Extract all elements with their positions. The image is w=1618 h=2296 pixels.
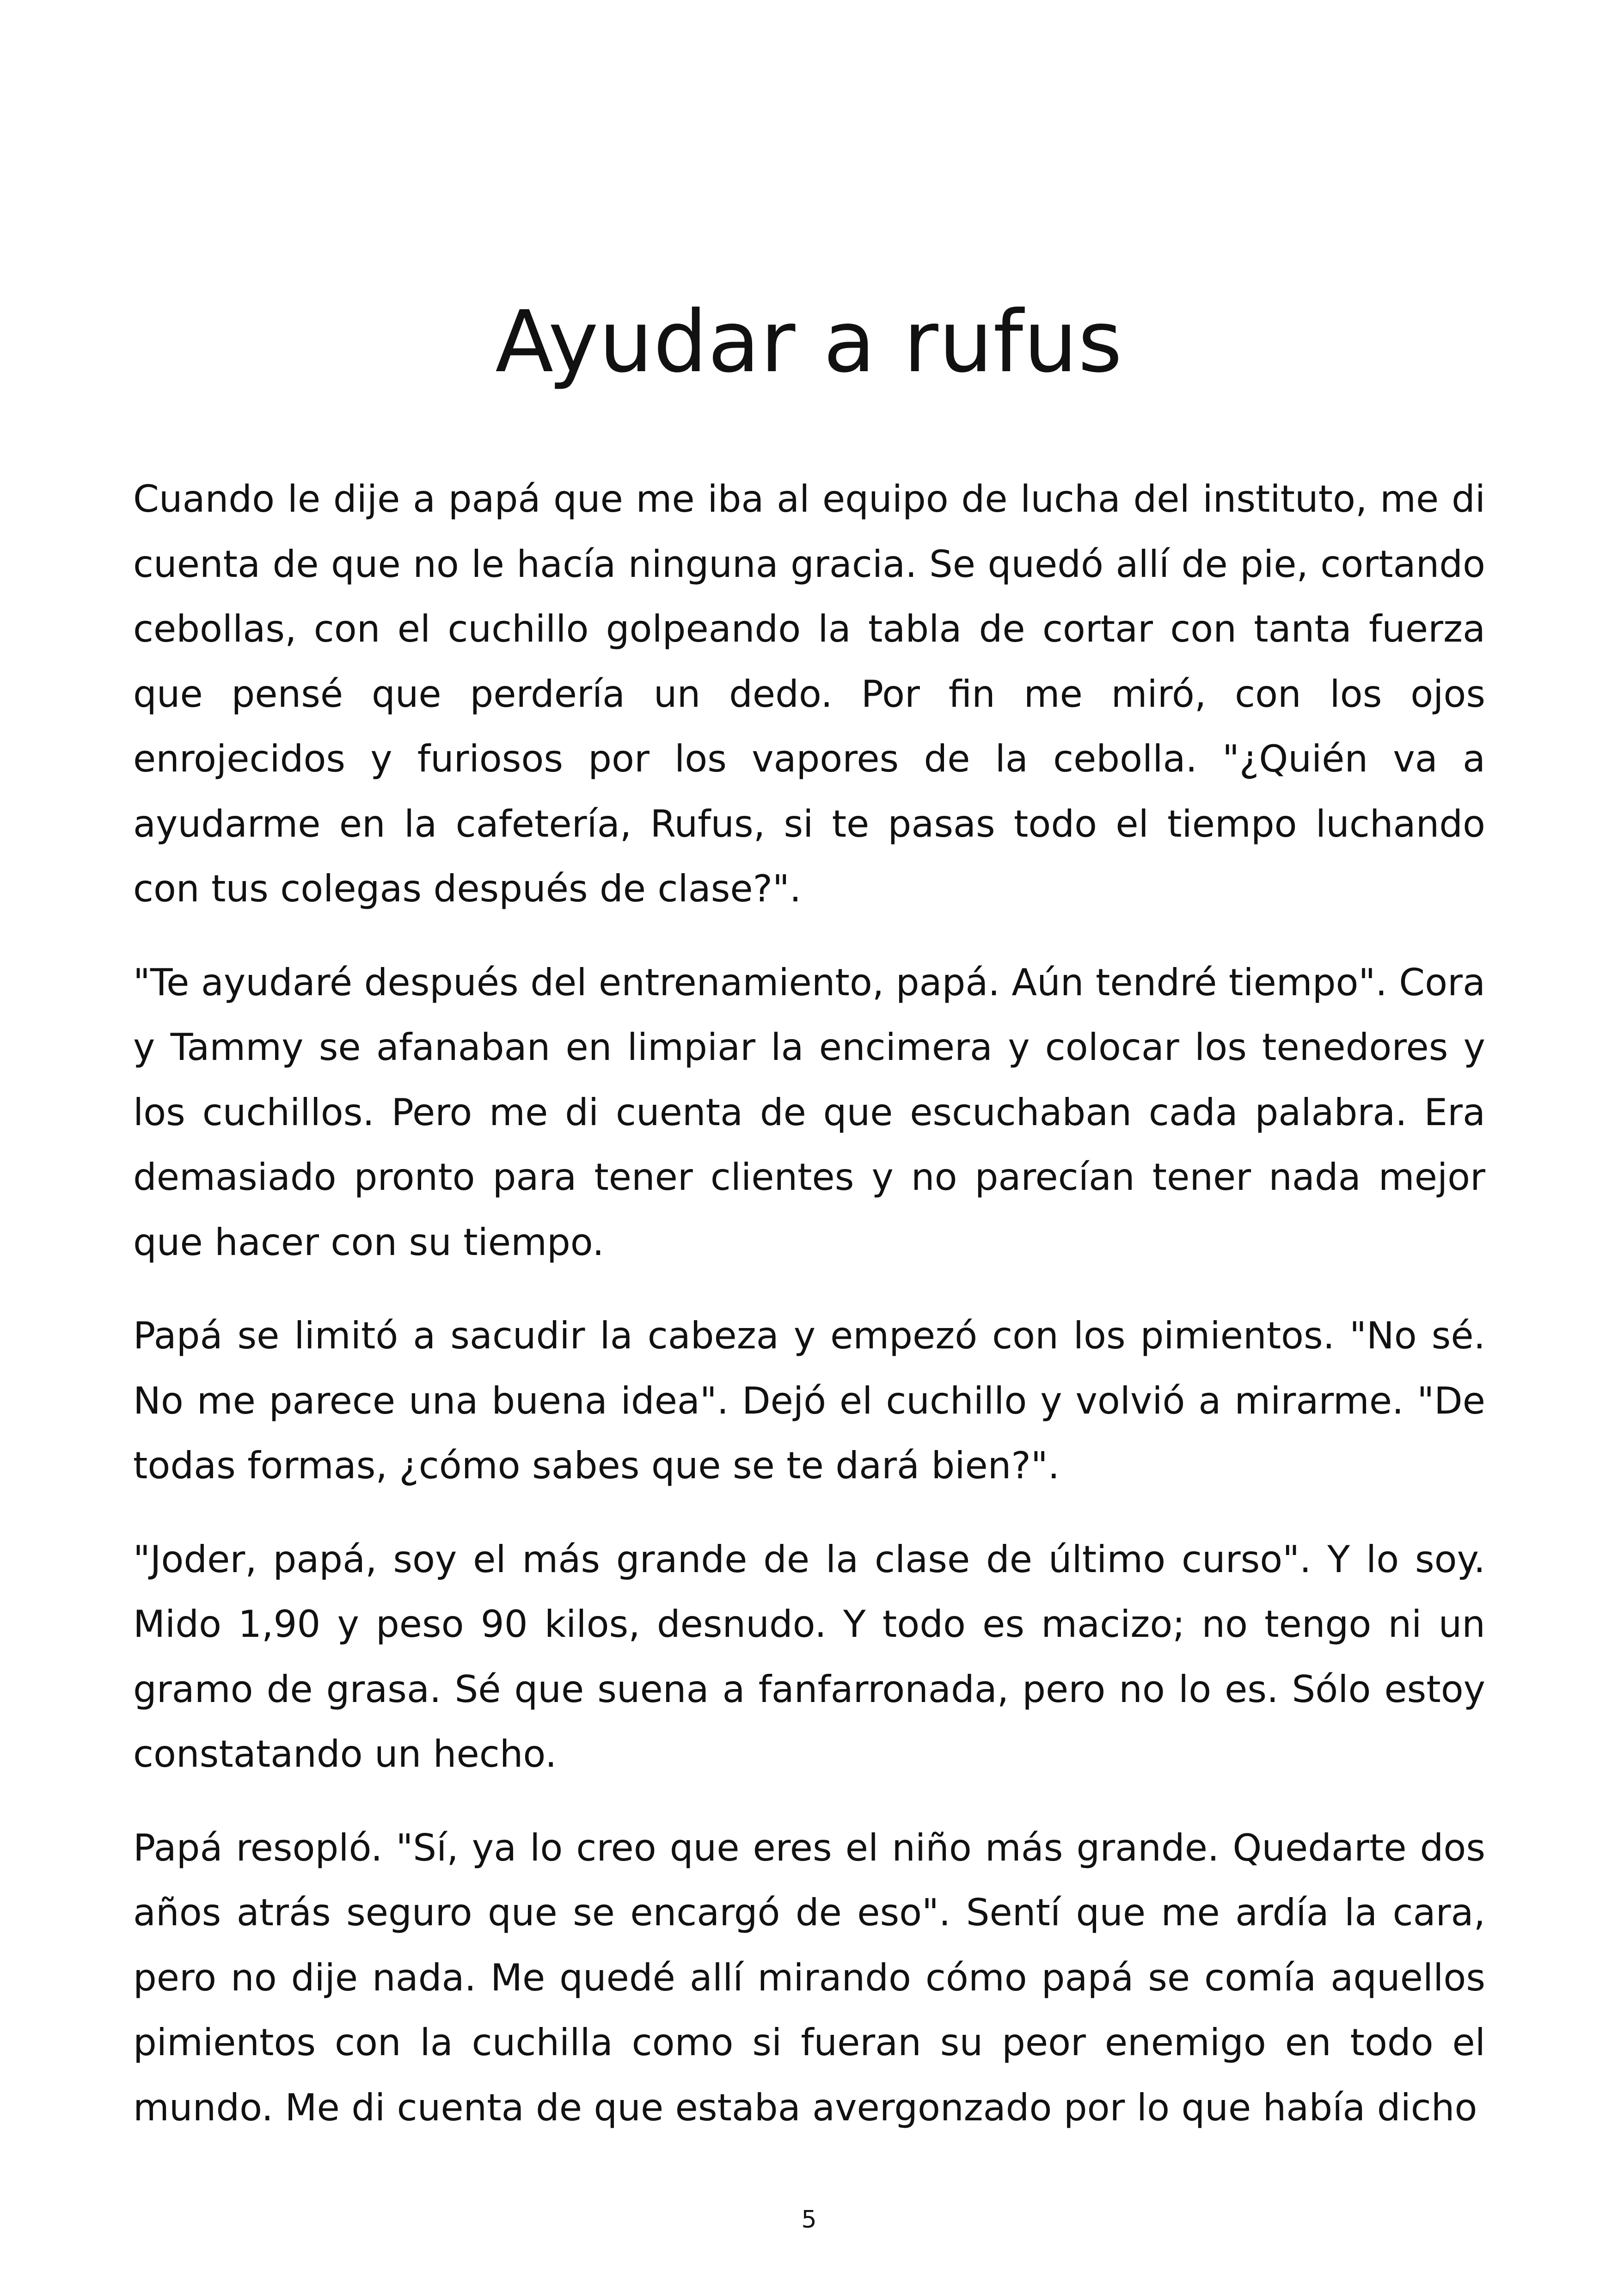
chapter-body	[133, 467, 1485, 2169]
paragraph-3: Papá se limitó a sacudir la cabeza y empezó con los pimientos. "No sé. No me parece una buena idea". Dejó el cuchillo y volvió a mirarme. "De todas formas, ¿cómo sabes que se te dará bien?".	[133, 1314, 1485, 1487]
paragraph-1: Cuando le dije a papá que me iba al equipo de lucha del instituto, me di cuenta de que no le hacía ninguna gracia. Se quedó allí de pie, cortando cebollas, con el cuchillo golpeando la tabla de cortar con tanta fuerza que pensé que perdería un dedo. Por fin me miró, con los ojos enrojecidos y furiosos por los vapores de la cebolla. "¿Quién va a ayudarme en la cafetería, Rufus, si te pasas todo el tiempo luchando con tus colegas después de clase?".	[133, 478, 1485, 910]
page-number: 5	[801, 2206, 817, 2234]
chapter-title: Ayudar a rufus	[495, 293, 1123, 392]
paragraph-2: "Te ayudaré después del entrenamiento, papá. Aún tendré tiempo". Cora y Tammy se afanaban en limpiar la encimera y colocar los tenedores y los cuchillos. Pero me di cuenta de que escuchaban cada palabra. Era demasiado pronto para tener clientes y no parecían tener nada mejor que hacer con su tiempo.	[133, 961, 1485, 1264]
paragraph-4: "Joder, papá, soy el más grande de la clase de último curso". Y lo soy. Mido 1,90 y peso 90 kilos, desnudo. Y todo es macizo; no tengo ni un gramo de grasa. Sé que suena a fanfarronada, pero no lo es. Sólo estoy constatando un hecho.	[133, 1537, 1485, 1776]
paragraph-5: Papá resopló. "Sí, ya lo creo que eres el niño más grande. Quedarte dos años atrás seguro que se encargó de eso". Sentí que me ardía la cara, pero no dije nada. Me quedé allí mirando cómo papá se comía aquellos pimientos con la cuchilla como si fueran su peor enemigo en todo el mundo. Me di cuenta de que estaba avergonzado por lo que había dicho	[133, 1826, 1485, 2129]
